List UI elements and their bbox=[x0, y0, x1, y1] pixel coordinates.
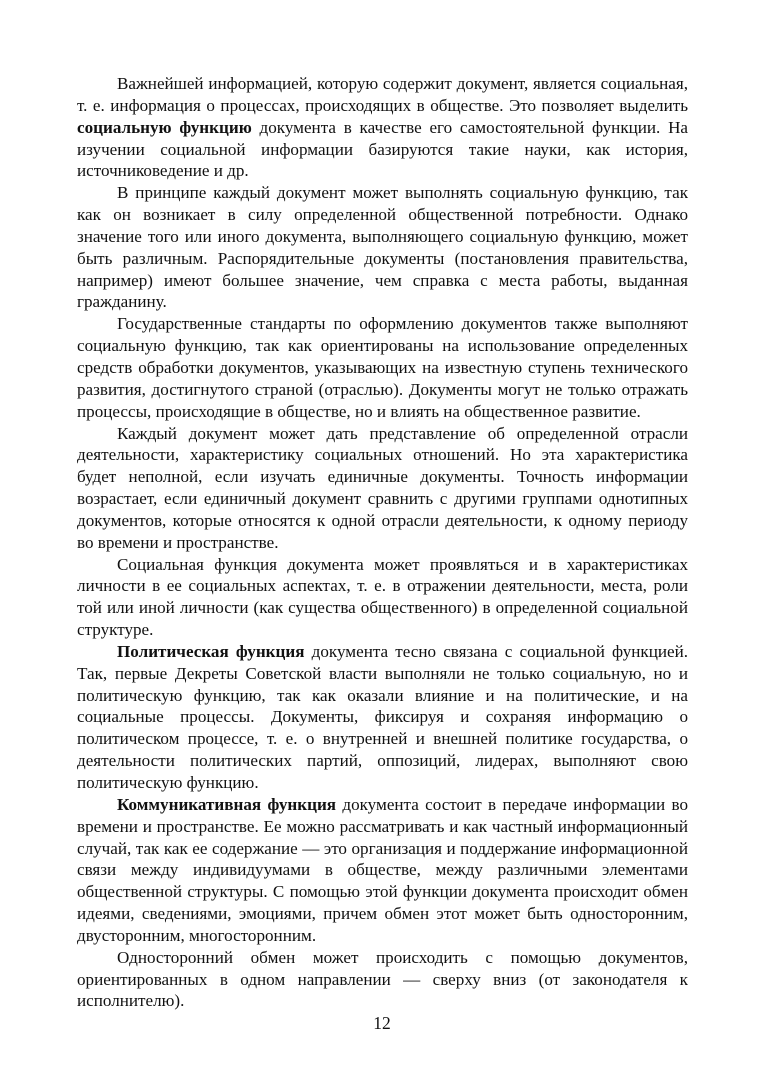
paragraph-text: Социальная функция документа может проявляться и в характеристиках личности в ее социальных аспектах, т. е. в отражении деятельности, места, роли той или иной личности (как существа общественного) в определенной социальной структуре. bbox=[77, 554, 688, 640]
term-communicative-function: Коммуникативная функция bbox=[117, 794, 337, 814]
term-political-function: Политическая функция bbox=[117, 641, 305, 661]
paragraph-text: Односторонний обмен может происходить с помощью документов, ориентированных в одном направлении — сверху вниз (от законодателя к исполнителю). bbox=[77, 947, 688, 1011]
paragraph-personality bbox=[77, 554, 688, 641]
paragraph-political-function bbox=[77, 641, 688, 794]
paragraph-industry-characteristics bbox=[77, 423, 688, 554]
paragraph-text: документа состоит в передаче информации во времени и пространстве. Ее можно рассматривать и как частный информационный случай, так как ее содержание — это организация и поддержание информационной связи между индивидуумами в обществе, между различными элементами общественной структуры. С помощью этой функции документа происходит обмен идеями, сведениями, эмоциями, причем обмен этот может быть односторонним, двусторонним, многосторонним. bbox=[77, 794, 688, 945]
paragraph-text: В принципе каждый документ может выполнять социальную функцию, так как он возникает в силу определенной общественной потребности. Однако значение того или иного документа, выполняющего социальную функцию, может быть различным. Распорядительные документы (постановления правительства, например) имеют большее значение, чем справка с места работы, выданная гражданину. bbox=[77, 183, 688, 312]
paragraph-social-function-significance bbox=[77, 182, 688, 313]
paragraph-social-function-intro bbox=[77, 73, 688, 182]
paragraph-text: Государственные стандарты по оформлению документов также выполняют социальную функцию, так как ориентированы на использование определенных средств обработки документов, указывающих на известную ступень технического развития, достигнутого страной (отраслью). Документы могут не только отражать процессы, происходящие в обществе, но и влиять на общественное развитие. bbox=[77, 314, 688, 421]
paragraph-text: документа тесно связана с социальной функцией. Так, первые Декреты Советской власти выполняли не только социальную, но и политическую функцию, так как оказали влияние и на политические, и на социальные процессы. Документы, фиксируя и сохраняя информацию о политическом процессе, т. е. о внутренней и внешней политике государства, о деятельности политических партий, оппозиций, лидерах, выполняют свою политическую функцию. bbox=[77, 641, 688, 792]
paragraph-one-way-exchange bbox=[77, 947, 688, 1013]
page-number: 12 bbox=[373, 1013, 391, 1033]
body-text bbox=[77, 73, 688, 1012]
paragraph-communicative-function bbox=[77, 794, 688, 947]
paragraph-text: Важнейшей информацией, которую содержит документ, является социальная, т. е. информация о процессах, происходящих в обществе. Это позволяет выделить bbox=[77, 74, 688, 115]
paragraph-text: Каждый документ может дать представление об определенной отрасли деятельности, характеристику социальных отношений. Но эта характеристика будет неполной, если изучать единичные документы. Точность информации возрастает, если единичный документ сравнить с другими группами однотипных документов, которые относятся к одной отрасли деятельности, к одному периоду во времени и пространстве. bbox=[77, 423, 688, 552]
paragraph-text: документа в качестве его самостоятельной функции. На изучении социальной информации базируются такие науки, как история, источниковедение и др. bbox=[77, 117, 689, 181]
term-social-function: социальную функцию bbox=[77, 117, 252, 137]
paragraph-state-standards bbox=[77, 313, 688, 422]
